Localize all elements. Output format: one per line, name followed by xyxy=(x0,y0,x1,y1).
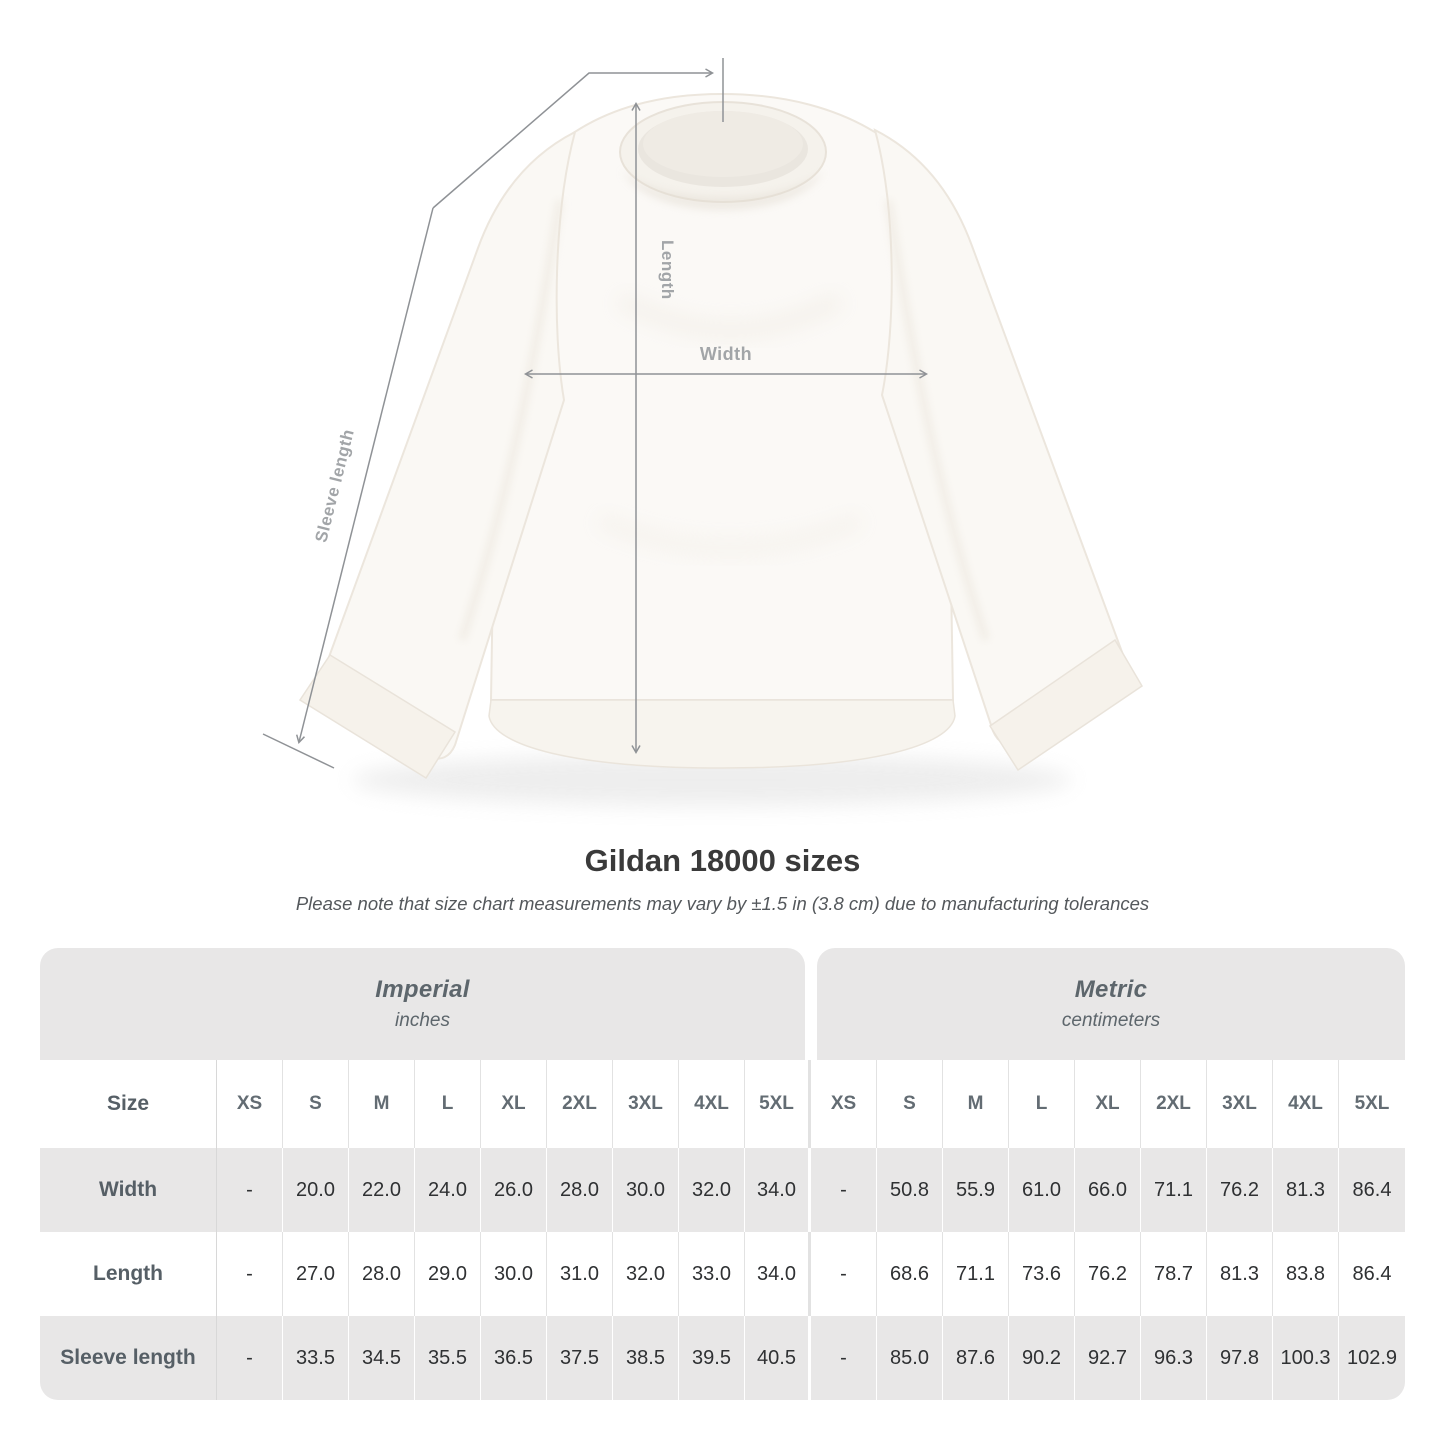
measure-value-imperial: 28.0 xyxy=(349,1232,415,1316)
measure-value-imperial: 39.5 xyxy=(679,1316,745,1400)
tolerance-note: Please note that size chart measurements may vary by ±1.5 in (3.8 cm) due to manufacturing tolerances xyxy=(295,893,1150,914)
measure-value-metric: 86.4 xyxy=(1352,1262,1392,1285)
measure-value-metric: 61.0 xyxy=(1009,1148,1075,1232)
measure-value-metric: 71.1 xyxy=(943,1232,1009,1316)
measure-value-imperial: 36.5 xyxy=(481,1316,547,1400)
measure-value-imperial: 32.0 xyxy=(679,1148,745,1232)
size-col-header: XS xyxy=(811,1060,877,1148)
measure-value-metric: 86.4 xyxy=(1352,1178,1392,1201)
measure-value-metric: 76.2 xyxy=(1075,1232,1141,1316)
measure-value-imperial: 38.5 xyxy=(613,1316,679,1400)
measure-value-imperial: 34.0 xyxy=(745,1148,811,1232)
measure-value-imperial: - xyxy=(217,1316,283,1400)
imperial-section-unit: inches xyxy=(395,1010,450,1031)
measure-value-imperial: 29.0 xyxy=(415,1232,481,1316)
measure-value-imperial: 33.5 xyxy=(283,1316,349,1400)
width-measure-label: Width xyxy=(699,344,753,364)
measure-value-metric: 50.8 xyxy=(877,1148,943,1232)
measure-value-metric: 90.2 xyxy=(1009,1316,1075,1400)
measure-value-metric: 83.8 xyxy=(1273,1232,1339,1316)
measure-value-metric: 100.3 xyxy=(1273,1316,1339,1400)
measure-value-imperial: 33.0 xyxy=(679,1232,745,1316)
width-row xyxy=(40,1148,1405,1232)
measure-value-imperial: 27.0 xyxy=(283,1232,349,1316)
measure-value-metric: 76.2 xyxy=(1207,1148,1273,1232)
size-header-row xyxy=(40,1060,1405,1148)
size-col-header: 3XL xyxy=(613,1060,679,1148)
measure-value-imperial: 30.0 xyxy=(481,1232,547,1316)
measure-value-metric: - xyxy=(811,1148,877,1232)
measure-value-imperial: 26.0 xyxy=(481,1148,547,1232)
measure-value-imperial: 34.0 xyxy=(745,1232,811,1316)
unit-header-band xyxy=(40,948,1405,1060)
size-col-header: 4XL xyxy=(679,1060,745,1148)
size-col-header: L xyxy=(1009,1060,1075,1148)
measure-value-imperial: 32.0 xyxy=(613,1232,679,1316)
page-title: Gildan 18000 sizes xyxy=(584,843,861,878)
measure-value-metric: 81.3 xyxy=(1273,1148,1339,1232)
size-col-header: S xyxy=(877,1060,943,1148)
size-col-header: S xyxy=(283,1060,349,1148)
measure-value-metric: 85.0 xyxy=(877,1316,943,1400)
imperial-section-title: Imperial xyxy=(375,976,470,1003)
size-col-header: 4XL xyxy=(1273,1060,1339,1148)
measure-value-metric: 71.1 xyxy=(1141,1148,1207,1232)
measure-value-imperial: - xyxy=(217,1232,283,1316)
measure-value-metric: 92.7 xyxy=(1075,1316,1141,1400)
size-table xyxy=(40,948,1405,1400)
size-col-header: XL xyxy=(1075,1060,1141,1148)
measure-value-metric: 73.6 xyxy=(1009,1232,1075,1316)
metric-section-header xyxy=(817,948,1405,1060)
measure-value-metric: 66.0 xyxy=(1075,1148,1141,1232)
measure-value-imperial: 30.0 xyxy=(613,1148,679,1232)
measure-value-imperial: 31.0 xyxy=(547,1232,613,1316)
measure-value-metric: - xyxy=(811,1316,877,1400)
measure-row-label: Length xyxy=(40,1232,217,1316)
metric-section-unit: centimeters xyxy=(1061,1010,1161,1031)
measure-value-metric: 81.3 xyxy=(1207,1232,1273,1316)
measure-value-metric: 68.6 xyxy=(877,1232,943,1316)
size-col-header: 2XL xyxy=(547,1060,613,1148)
measure-value-metric: 102.9 xyxy=(1346,1346,1398,1369)
measure-value-imperial: 28.0 xyxy=(547,1148,613,1232)
length-measure-label: Length xyxy=(658,240,677,300)
size-col-header: XL xyxy=(481,1060,547,1148)
measure-value-imperial: - xyxy=(217,1148,283,1232)
measure-row-label: Width xyxy=(40,1148,217,1232)
measure-value-metric: 55.9 xyxy=(943,1148,1009,1232)
size-col-header: 3XL xyxy=(1207,1060,1273,1148)
measure-value-imperial: 40.5 xyxy=(745,1316,811,1400)
size-col-header: 5XL xyxy=(1354,1093,1390,1114)
metric-section-title: Metric xyxy=(1074,976,1148,1003)
size-col-header: M xyxy=(943,1060,1009,1148)
measure-value-metric: 78.7 xyxy=(1141,1232,1207,1316)
measure-value-metric: - xyxy=(811,1232,877,1316)
measure-value-metric: 87.6 xyxy=(943,1316,1009,1400)
measure-value-imperial: 35.5 xyxy=(415,1316,481,1400)
measure-row-label: Sleeve length xyxy=(40,1316,217,1400)
size-col-header: M xyxy=(349,1060,415,1148)
measure-value-imperial: 34.5 xyxy=(349,1316,415,1400)
length-row xyxy=(40,1232,1405,1316)
measure-value-imperial: 37.5 xyxy=(547,1316,613,1400)
measure-value-metric: 97.8 xyxy=(1207,1316,1273,1400)
imperial-section-header xyxy=(40,948,805,1060)
size-col-header: 2XL xyxy=(1141,1060,1207,1148)
sleeve-length-measure-label: Sleeve length xyxy=(311,427,358,545)
measure-value-imperial: 22.0 xyxy=(349,1148,415,1232)
size-col-header: XS xyxy=(217,1060,283,1148)
sleeve-length-row xyxy=(40,1316,1405,1400)
measure-value-imperial: 24.0 xyxy=(415,1148,481,1232)
size-col-header: L xyxy=(415,1060,481,1148)
measure-value-metric: 96.3 xyxy=(1141,1316,1207,1400)
measure-value-imperial: 20.0 xyxy=(283,1148,349,1232)
size-corner-label: Size xyxy=(40,1060,217,1148)
size-col-header: 5XL xyxy=(745,1060,811,1148)
